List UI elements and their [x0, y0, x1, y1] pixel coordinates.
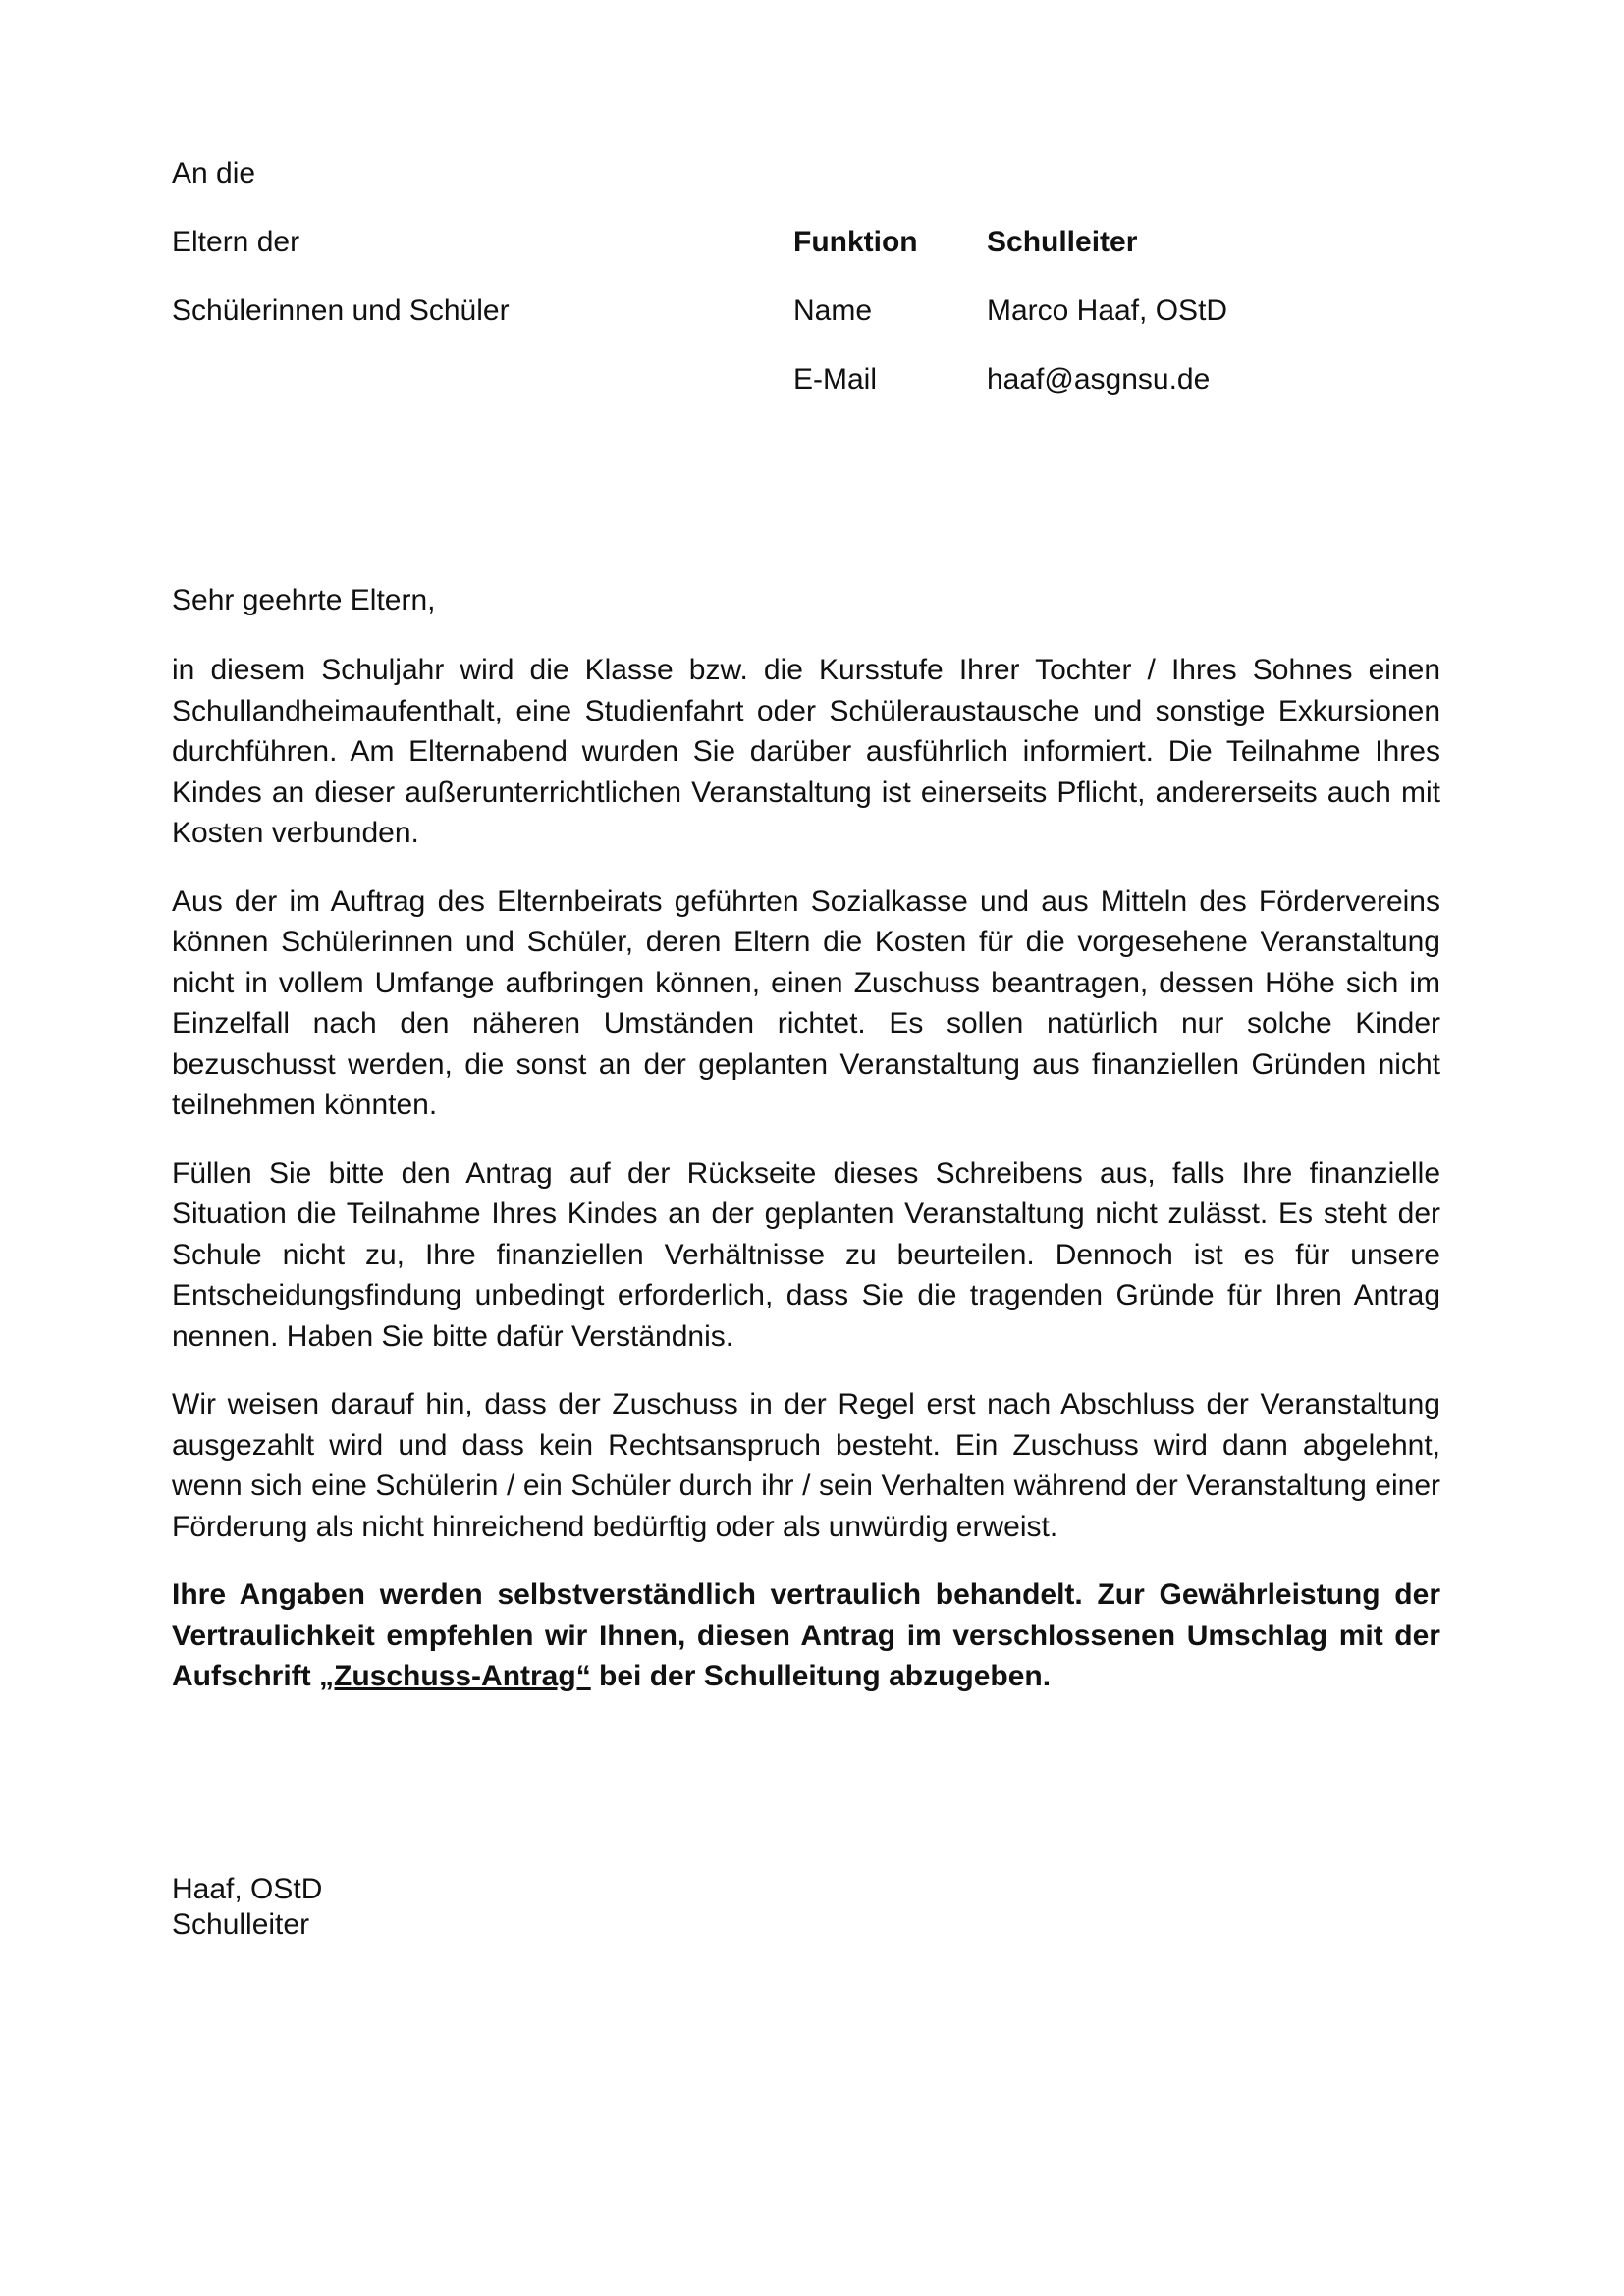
greeting: Sehr geehrte Eltern, — [172, 584, 436, 616]
body-paragraph-4: Wir weisen darauf hin, dass der Zuschuss in der Regel erst nach Abschluss der Veranstaltung ausgezahlt wird und dass kein Rechtsanspruch besteht. Ein Zuschuss wird dann abgelehnt, wenn sich eine Schülerin / ein Schüler durch ihr / sein Verhalten während der Veranstaltung einer Förderung als nicht hinreichend bedürftig oder als unwürdig erweist. — [172, 1388, 1440, 1543]
confidentiality-text-after: bei der Schulleitung abzugeben. — [590, 1660, 1052, 1692]
email-value: haaf@asgnsu.de — [987, 363, 1211, 396]
function-value: Schulleiter — [987, 226, 1138, 258]
signature-title: Schulleiter — [172, 1908, 310, 1941]
envelope-label-text: „Zuschuss-Antrag“ — [319, 1660, 591, 1692]
body-paragraph-3: Füllen Sie bitte den Antrag auf der Rückseite dieses Schreibens aus, falls Ihre finanzielle Situation die Teilnahme Ihres Kindes an der geplanten Veranstaltung nicht zulässt. Es steht der Schule nicht zu, Ihre finanziellen Verhältnisse zu beurteilen. Dennoch ist es für unsere Entscheidungsfindung unbedingt erforderlich, dass Sie die tragenden Gründe für Ihren Antrag nennen. Haben Sie bitte dafür Verständnis. — [172, 1156, 1440, 1353]
confidentiality-text-before: Ihre Angaben werden selbstverständlich vertraulich behandelt. Zur Gewährleistung der Vertraulichkeit empfehlen wir Ihnen, diesen Antrag im verschlossenen Umschlag mit der Aufschrift — [172, 1578, 1440, 1692]
letter-body — [172, 650, 1440, 1725]
body-paragraph-1: in diesem Schuljahr wird die Klasse bzw. die Kursstufe Ihrer Tochter / Ihres Sohnes einen Schullandheimaufenthalt, eine Studienfahrt oder Schüleraustausche und sonstige Exkursionen durchführen. Am Elternabend wurden Sie darüber ausführlich informiert. Die Teilnahme Ihres Kindes an dieser außerunterrichtlichen Veranstaltung ist einerseits Pflicht, andererseits auch mit Kosten verbunden. — [172, 654, 1440, 849]
function-label: Funktion — [793, 226, 918, 258]
email-label: E-Mail — [793, 363, 878, 396]
name-label: Name — [793, 294, 873, 327]
recipient-line-3: Schülerinnen und Schüler — [172, 294, 510, 327]
signature-name: Haaf, OStD — [172, 1873, 323, 1905]
recipient-line-2: Eltern der — [172, 226, 300, 258]
name-value: Marco Haaf, OStD — [987, 294, 1228, 327]
confidentiality-notice — [172, 1575, 1440, 1697]
signature-block — [172, 1872, 322, 1943]
recipient-line-1: An die — [172, 157, 256, 189]
body-paragraph-2: Aus der im Auftrag des Elternbeirats geführten Sozialkasse und aus Mitteln des Fördervereins können Schülerinnen und Schüler, deren Eltern die Kosten für die vorgesehene Veranstaltung nicht in vollem Umfange aufbringen können, einen Zuschuss beantragen, dessen Höhe sich im Einzelfall nach den näheren Umständen richtet. Es sollen natürlich nur solche Kinder bezuschusst werden, die sonst an der geplanten Veranstaltung aus finanziellen Gründen nicht teilnehmen könnten. — [172, 884, 1440, 1121]
